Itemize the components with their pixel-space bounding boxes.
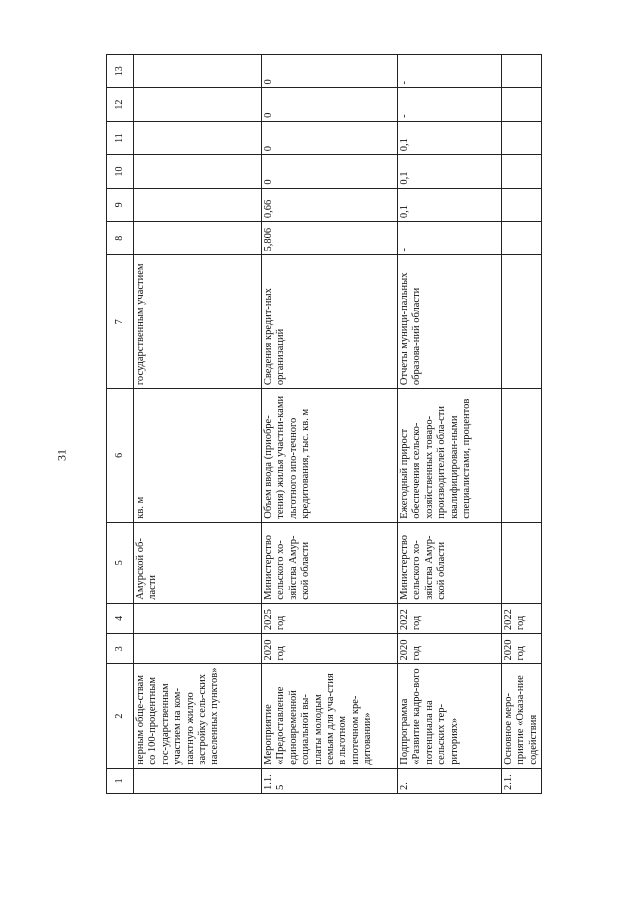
table-cell: государственным участием — [134, 255, 262, 389]
table-cell — [134, 88, 262, 121]
table-cell: 0,66 — [262, 188, 398, 221]
table-cell: 2020 год — [398, 634, 502, 664]
column-header: 6 — [107, 389, 134, 523]
column-header: 5 — [107, 522, 134, 603]
table-cell: Ежегодный прирост обеспечения сельско-хозяйственных товаро-производителей обла-сти квалифицирован-ными специалистами, процентов — [398, 389, 502, 523]
table-cell: 0,1 — [398, 155, 502, 188]
table-cell: - — [398, 55, 502, 88]
table-cell — [502, 522, 542, 603]
table-cell — [502, 55, 542, 88]
table-cell: 2022 год — [502, 603, 542, 633]
table-cell: 2020 год — [502, 634, 542, 664]
page-number: 31 — [54, 449, 69, 461]
table-cell — [502, 255, 542, 389]
table-cell: - — [398, 222, 502, 255]
table-row — [134, 55, 262, 794]
table-row — [502, 55, 542, 794]
table-cell: 2025 год — [262, 603, 398, 633]
table-cell: Амурской об-ласти — [134, 522, 262, 603]
table-cell: 0,1 — [398, 121, 502, 154]
table-cell: Мероприятие «Предоставление единовременной социальной вы-платы молодым семьям для уча-стия в льготном ипотечном кре-дитовании» — [262, 664, 398, 768]
table-cell: Министерство сельского хо-зяйства Амур-ской области — [398, 522, 502, 603]
table-cell — [134, 155, 262, 188]
table-cell: 5,806 — [262, 222, 398, 255]
table-cell: 2020 год — [262, 634, 398, 664]
table-cell — [502, 389, 542, 523]
table-cell — [502, 155, 542, 188]
rotated-table-container — [106, 54, 539, 794]
table-cell — [502, 88, 542, 121]
column-header: 3 — [107, 634, 134, 664]
table-cell: Сведения кредит-ных организаций — [262, 255, 398, 389]
table-cell: 2. — [398, 768, 502, 793]
table-cell — [134, 634, 262, 664]
table-cell: Объем ввода (приобре-тения) жилья участни-ками льготного ипо-течного кредитования, тыс. кв. м — [262, 389, 398, 523]
table-cell: 2.1. — [502, 768, 542, 793]
table-cell — [134, 55, 262, 88]
table-cell — [502, 222, 542, 255]
table-cell — [134, 222, 262, 255]
table-cell: Министерство сельского хо-зяйства Амур-ской области — [262, 522, 398, 603]
column-header: 4 — [107, 603, 134, 633]
table-cell: нерным обще-ствам со 100-процентным гос-ударственным участием на ком-пактную жилую застройку сель-ских населенных пунктов» — [134, 664, 262, 768]
column-header: 7 — [107, 255, 134, 389]
column-header: 11 — [107, 121, 134, 154]
indicator-table — [106, 54, 542, 794]
table-cell: Подпрограмма «Развитие кадро-вого потенциала на сельских тер-риториях» — [398, 664, 502, 768]
table-cell: 0 — [262, 88, 398, 121]
column-header: 8 — [107, 222, 134, 255]
table-cell: Основное меро-приятие «Оказа-ние содействия — [502, 664, 542, 768]
table-cell: 0 — [262, 121, 398, 154]
table-cell: 0 — [262, 55, 398, 88]
column-header: 9 — [107, 188, 134, 221]
table-cell: 1.1.5 — [262, 768, 398, 793]
column-header: 10 — [107, 155, 134, 188]
column-header: 12 — [107, 88, 134, 121]
table-cell: 0,1 — [398, 188, 502, 221]
table-cell — [134, 188, 262, 221]
table-cell: 2022 год — [398, 603, 502, 633]
header-row — [107, 55, 134, 794]
table-cell — [502, 188, 542, 221]
column-header: 2 — [107, 664, 134, 768]
table-cell — [502, 121, 542, 154]
table-cell — [134, 768, 262, 793]
table-row — [262, 55, 398, 794]
table-cell — [134, 121, 262, 154]
table-cell — [134, 603, 262, 633]
table-cell: 0 — [262, 155, 398, 188]
table-cell: кв. м — [134, 389, 262, 523]
column-header: 13 — [107, 55, 134, 88]
table-cell: - — [398, 88, 502, 121]
table-cell: Отчеты муници-пальных образова-ний области — [398, 255, 502, 389]
column-header: 1 — [107, 768, 134, 793]
table-row — [398, 55, 502, 794]
